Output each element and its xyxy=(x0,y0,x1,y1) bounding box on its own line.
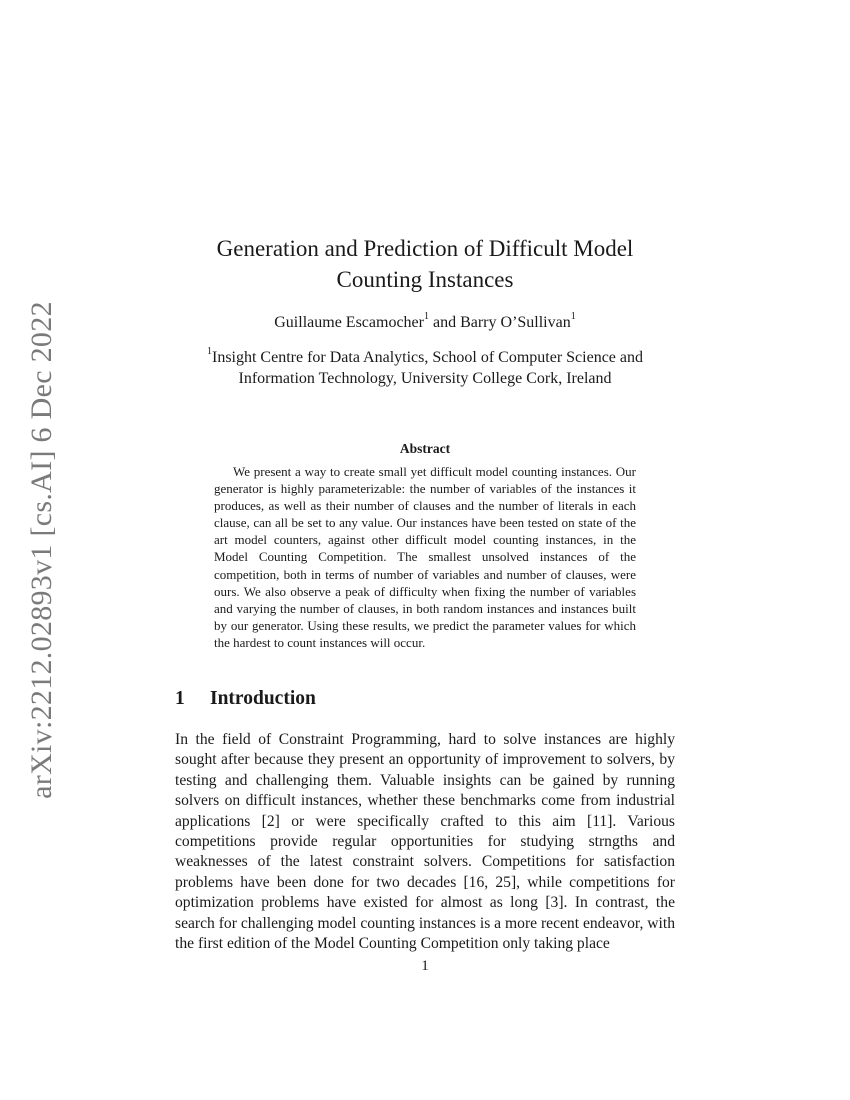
author-list xyxy=(175,310,675,332)
paper-title: Generation and Prediction of Difficult Model Counting Instances xyxy=(216,236,634,292)
body-paragraph: In the field of Constraint Programming, hard to solve instances are highly sought after because they present an opportunity of improvement to solvers, by testing and challenging them. Valuable insights can be gained by running solvers on difficult instances, whether these benchmarks come from industrial applications [2] or were specifically crafted to this aim [11]. Various competitions provide regular opportunities for studying strngths and weaknesses of the latest constraint solvers. Competitions for satisfaction problems have been done for two decades [16, 25], while competitions for optimization problems have existed for almost as long [3]. In contrast, the search for challenging model counting instances is a more recent endeavor, with the first edition of the Model Counting Competition only taking place xyxy=(175,731,675,953)
arxiv-identifier-stamp: arXiv:2212.02893v1 [cs.AI] 6 Dec 2022 xyxy=(25,301,58,799)
affiliation-marker: 1 xyxy=(570,310,576,322)
affiliation-marker: 1 xyxy=(206,345,212,357)
affiliation-text: Insight Centre for Data Analytics, School of Computer Science and Information Technology, University College Cork, Ireland xyxy=(211,349,643,387)
author-name: Guillaume Escamocher xyxy=(274,314,424,331)
author-name: Barry O’Sullivan xyxy=(460,314,571,331)
author-connector: and xyxy=(428,314,461,331)
section-heading xyxy=(175,688,316,710)
affiliation-marker: 1 xyxy=(423,310,429,322)
abstract-text: We present a way to create small yet difficult model counting instances. Our generator is highly parameterizable: the number of variables of the instances it produces, as well as their number of clauses and the number of literals in each clause, can all be set to any value. Our instances have been tested on state of the art model counters, against other difficult model counting instances, in the Model Counting Competition. The smallest unsolved instances of the competition, both in terms of number of variables and number of clauses, were ours. We also observe a peak of difficulty when fixing the number of variables and varying the number of clauses, in both random instances and instances built by our generator. Using these results, we predict the parameter values for which the hardest to count instances will occur. xyxy=(214,464,636,650)
affiliation xyxy=(175,347,675,389)
section-title: Introduction xyxy=(210,688,316,709)
section-number: 1 xyxy=(175,688,185,709)
page-number: 1 xyxy=(421,958,429,974)
abstract-heading: Abstract xyxy=(399,441,451,456)
